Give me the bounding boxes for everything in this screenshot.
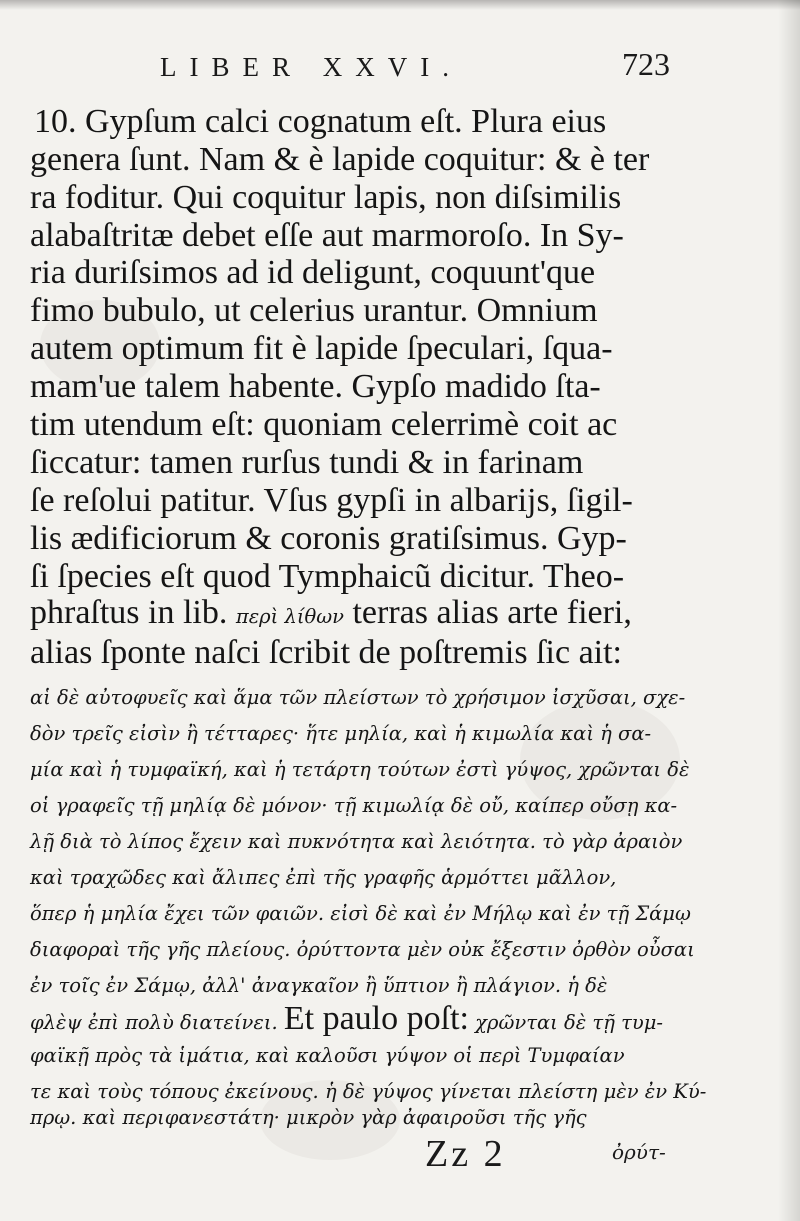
text-line-9: tim utendum eſt: quoniam celerrimè coit ac [30, 406, 618, 443]
text-line-4: alabaſtritæ debet eſſe aut marmoroſo. In Sy- [30, 217, 624, 254]
greek-line-3: μία καὶ ἡ τυμφαϊκή, καὶ ἡ τετάρτη τούτων ἐστὶ γύψος, χρῶνται δὲ [30, 758, 690, 781]
greek-line-2: δὸν τρεῖς εἰσὶν ἢ τέτταρες· ἥτε μηλία, καὶ ἡ κιμωλία καὶ ἡ σα- [30, 722, 652, 745]
text-line-5: ria duriſsimos ad id deligunt, coquunt'que [30, 254, 596, 291]
text-line-11: ſe reſolui patitur. Vſus gypſi in albarijs, ſigil- [30, 482, 633, 519]
mixed-line-latin: Et paulo poſt: [283, 1000, 469, 1037]
greek-line-7: ὅπερ ἡ μηλία ἔχει τῶν φαιῶν. εἰσὶ δὲ καὶ ἐν Μήλῳ καὶ ἐν τῇ Σάμῳ [30, 902, 691, 925]
mixed-line [30, 1000, 663, 1038]
text-line-8: mam'ue talem habente. Gypſo madido ſta- [30, 368, 601, 405]
text-line-13: ſi ſpecies eſt quod Tymphaicũ dicitur. Theo- [30, 558, 625, 595]
text-line-1: 10. Gypſum calci cognatum eſt. Plura eius [34, 103, 607, 140]
running-head: LIBER XXVI. [160, 52, 462, 82]
greek-line-9: ἐν τοῖς ἐν Σάμῳ, ἀλλ' ἀναγκαῖον ἢ ὕπτιον ἢ πλάγιον. ἡ δὲ [30, 974, 608, 997]
text-line-14-latin-a: phraſtus in lib. [30, 594, 236, 631]
greek-line-8: διαφοραὶ τῆς γῆς πλείους. ὀρύττοντα μὲν οὐκ ἔξεστιν ὀρθὸν οὖσαι [30, 938, 695, 961]
text-line-2: genera ſunt. Nam & è lapide coquitur: & è ter [30, 141, 650, 178]
signature-mark: Zz 2 [425, 1133, 506, 1175]
greek-line-1: αἱ δὲ αὐτοφυεῖς καὶ ἅμα τῶν πλείστων τὸ χρήσιμον ἰσχῦσαι, σχε- [30, 686, 686, 709]
page-number: 723 [622, 46, 670, 82]
greek-line-4: οἱ γραφεῖς τῇ μηλίᾳ δὲ μόνον· τῇ κιμωλίᾳ δὲ οὔ, καίπερ οὔσῃ κα- [30, 794, 678, 817]
mixed-line-greek-b: χρῶνται δὲ τῇ τυμ- [468, 1011, 663, 1034]
greek-line-5: λῇ διὰ τὸ λίπος ἔχειν καὶ πυκνότητα καὶ λειότητα. τὸ γὰρ ἀραιὸν [30, 830, 683, 853]
greek-line-11: τε καὶ τοὺς τόπους ἐκείνους. ἡ δὲ γύψος γίνεται πλείστη μὲν ἐν Κύ- [30, 1080, 707, 1103]
greek-line-12: πρῳ. καὶ περιφανεστάτη· μικρὸν γὰρ ἀφαιροῦσι τῆς γῆς [30, 1106, 587, 1129]
page-gutter-shadow [778, 0, 800, 1221]
text-line-14-latin-b: terras alias arte fieri, [343, 594, 632, 631]
text-line-10: ſiccatur: tamen rurſus tundi & in farinam [30, 444, 584, 481]
text-line-7: autem optimum fit è lapide ſpeculari, ſqua- [30, 330, 613, 367]
catchword: ὀρύτ- [612, 1140, 666, 1164]
greek-line-6: καὶ τραχῶδες καὶ ἄλιπες ἐπὶ τῆς γραφῆς ἁρμόττει μᾶλλον, [30, 866, 617, 889]
mixed-line-greek-a: φλὲψ ἐπὶ πολὺ διατείνει. [30, 1011, 284, 1034]
text-line-12: lis ædificiorum & coronis gratiſsimus. Gyp- [30, 520, 627, 557]
page-top-shadow [0, 0, 800, 10]
text-line-14-greek-title: περὶ λίθων [235, 605, 344, 628]
text-line-14 [30, 594, 632, 632]
text-line-6: fimo bubulo, ut celerius urantur. Omnium [30, 292, 598, 329]
greek-line-10: φαϊκῇ πρὸς τὰ ἱμάτια, καὶ καλοῦσι γύψον οἱ περὶ Τυμφαίαν [30, 1044, 625, 1067]
text-line-15: alias ſponte naſci ſcribit de poſtremis ſic ait: [30, 634, 622, 671]
text-line-3: ra foditur. Qui coquitur lapis, non diſsimilis [30, 179, 622, 216]
